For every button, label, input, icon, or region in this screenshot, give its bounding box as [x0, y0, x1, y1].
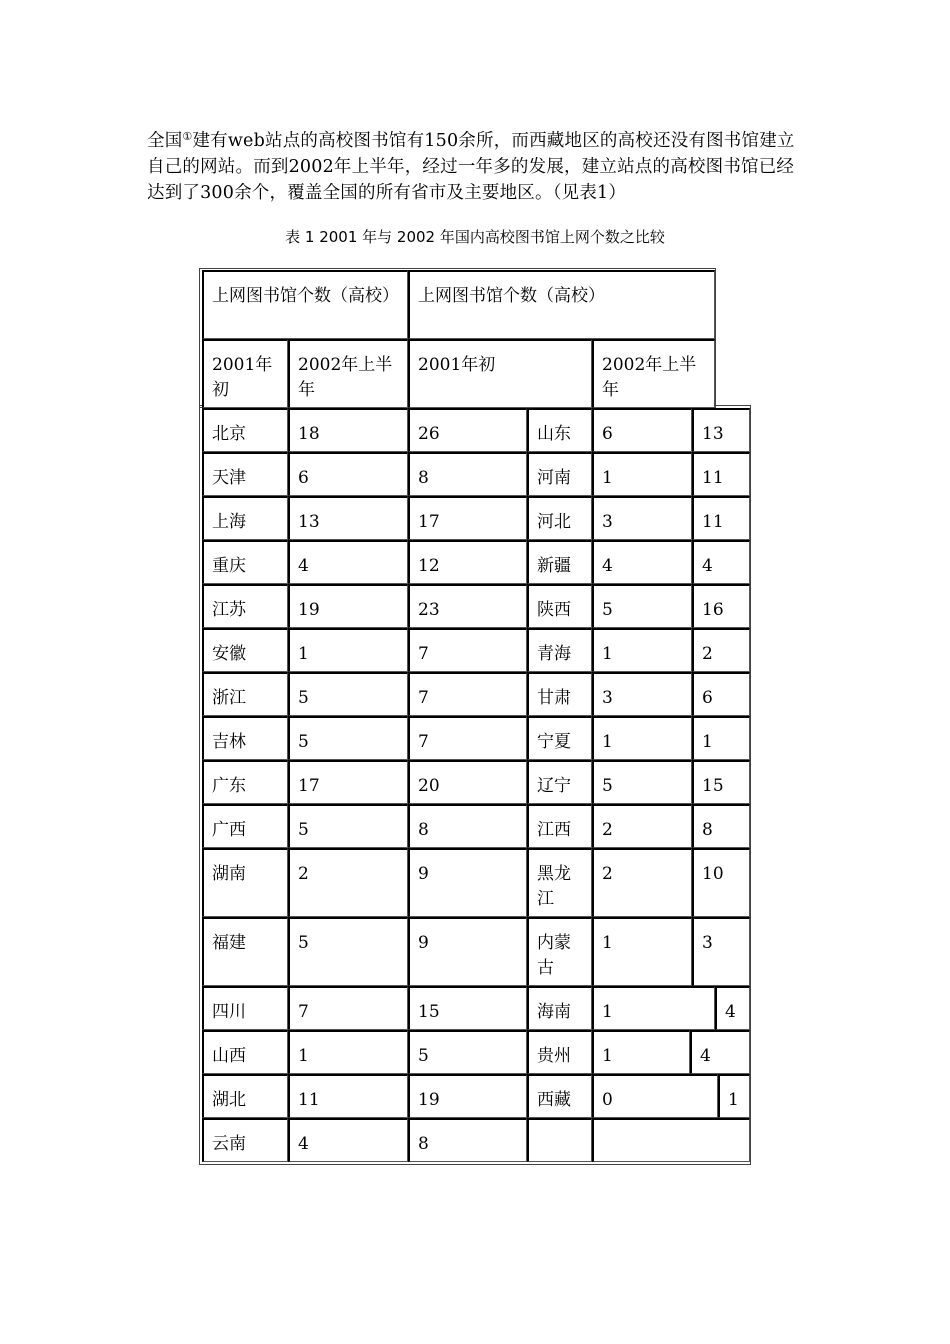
- region-left-cell: 湖北: [202, 1074, 288, 1118]
- count-2002-left-cell: 5: [408, 1030, 527, 1074]
- intro-paragraph: [147, 124, 807, 206]
- region-left-cell: 江苏: [202, 584, 288, 628]
- count-2002-left-cell: 8: [408, 452, 527, 496]
- count-2001-left-cell: 11: [288, 1074, 408, 1118]
- region-right-cell: 河南: [527, 452, 592, 496]
- region-right-cell: 贵州: [527, 1030, 592, 1074]
- region-left-cell: 安徽: [202, 628, 288, 672]
- region-left-cell: 山西: [202, 1030, 288, 1074]
- count-2001-right-cell: 0: [592, 1074, 718, 1118]
- count-2002-right-cell: 3: [692, 917, 750, 986]
- header-2002-right: 2002年上半年: [592, 339, 715, 408]
- count-2002-right-cell: 13: [692, 408, 750, 452]
- count-2001-left-cell: 2: [288, 848, 408, 917]
- count-2002-right-cell: 16: [692, 584, 750, 628]
- region-right-cell: 西藏: [527, 1074, 592, 1118]
- count-2001-right-cell: 1: [592, 986, 715, 1030]
- count-2002-left-cell: 7: [408, 672, 527, 716]
- region-right-cell: 宁夏: [527, 716, 592, 760]
- count-2001-left-cell: 5: [288, 672, 408, 716]
- count-2001-right-cell: 2: [592, 848, 692, 917]
- count-2001-right-cell: 2: [592, 804, 692, 848]
- count-2001-right-cell: 1: [592, 917, 692, 986]
- region-right-cell: 河北: [527, 496, 592, 540]
- region-left-cell: 云南: [202, 1118, 288, 1162]
- count-2002-right-cell: 2: [692, 628, 750, 672]
- region-left-cell: 吉林: [202, 716, 288, 760]
- region-left-cell: 湖南: [202, 848, 288, 917]
- region-right-cell: 陕西: [527, 584, 592, 628]
- count-2002-right-cell: 4: [690, 1030, 750, 1074]
- count-2002-left-cell: 15: [408, 986, 527, 1030]
- count-2001-left-cell: 5: [288, 804, 408, 848]
- count-2001-left-cell: 5: [288, 716, 408, 760]
- region-right-cell: 江西: [527, 804, 592, 848]
- count-2002-left-cell: 8: [408, 1118, 527, 1162]
- count-2001-right-cell: 1: [592, 1030, 690, 1074]
- region-right-cell: 黑龙江: [527, 848, 592, 917]
- header-group-right: 上网图书馆个数（高校）: [408, 270, 715, 339]
- count-2002-right-cell: 1: [692, 716, 750, 760]
- region-left-cell: 上海: [202, 496, 288, 540]
- count-2001-left-cell: 5: [288, 917, 408, 986]
- count-merged-right-cell: [592, 1118, 750, 1162]
- count-2002-left-cell: 17: [408, 496, 527, 540]
- count-2002-right-cell: 11: [692, 452, 750, 496]
- count-2002-right-cell: 10: [692, 848, 750, 917]
- count-2001-left-cell: 17: [288, 760, 408, 804]
- count-2002-right-cell: 1: [718, 1074, 750, 1118]
- count-2001-left-cell: 18: [288, 408, 408, 452]
- count-2001-right-cell: 1: [592, 452, 692, 496]
- footnote-marker[interactable]: ①: [182, 130, 193, 143]
- count-2002-left-cell: 20: [408, 760, 527, 804]
- region-right-cell: 青海: [527, 628, 592, 672]
- region-left-cell: 福建: [202, 917, 288, 986]
- region-left-cell: 浙江: [202, 672, 288, 716]
- count-2001-right-cell: 4: [592, 540, 692, 584]
- count-2002-left-cell: 19: [408, 1074, 527, 1118]
- region-left-cell: 广东: [202, 760, 288, 804]
- count-2002-right-cell: 11: [692, 496, 750, 540]
- region-right-cell: 辽宁: [527, 760, 592, 804]
- count-2002-left-cell: 23: [408, 584, 527, 628]
- count-2001-left-cell: 1: [288, 1030, 408, 1074]
- count-2002-left-cell: 26: [408, 408, 527, 452]
- count-2002-right-cell: 8: [692, 804, 750, 848]
- intro-text-start: 全国: [147, 131, 183, 151]
- count-2001-right-cell: 1: [592, 628, 692, 672]
- region-right-cell: [527, 1118, 592, 1162]
- count-2002-left-cell: 8: [408, 804, 527, 848]
- region-left-cell: 天津: [202, 452, 288, 496]
- count-2001-left-cell: 6: [288, 452, 408, 496]
- header-group-left: 上网图书馆个数（高校）: [202, 270, 408, 339]
- region-right-cell: 海南: [527, 986, 592, 1030]
- count-2001-right-cell: 3: [592, 672, 692, 716]
- count-2001-left-cell: 13: [288, 496, 408, 540]
- count-2002-left-cell: 7: [408, 716, 527, 760]
- count-2002-left-cell: 9: [408, 848, 527, 917]
- count-2002-left-cell: 7: [408, 628, 527, 672]
- count-2001-left-cell: 4: [288, 540, 408, 584]
- region-left-cell: 四川: [202, 986, 288, 1030]
- region-right-cell: 内蒙古: [527, 917, 592, 986]
- count-2001-left-cell: 19: [288, 584, 408, 628]
- count-2002-left-cell: 9: [408, 917, 527, 986]
- region-right-cell: 新疆: [527, 540, 592, 584]
- count-2001-left-cell: 4: [288, 1118, 408, 1162]
- count-2001-right-cell: 1: [592, 716, 692, 760]
- count-2001-left-cell: 7: [288, 986, 408, 1030]
- region-left-cell: 重庆: [202, 540, 288, 584]
- header-2002-left: 2002年上半年: [288, 339, 408, 408]
- region-left-cell: 广西: [202, 804, 288, 848]
- count-2001-right-cell: 5: [592, 584, 692, 628]
- count-2002-right-cell: 4: [692, 540, 750, 584]
- count-2001-right-cell: 3: [592, 496, 692, 540]
- region-left-cell: 北京: [202, 408, 288, 452]
- count-2001-right-cell: 5: [592, 760, 692, 804]
- count-2001-right-cell: 6: [592, 408, 692, 452]
- header-2001-right: 2001年初: [408, 339, 592, 408]
- count-2002-right-cell: 15: [692, 760, 750, 804]
- region-right-cell: 山东: [527, 408, 592, 452]
- count-2002-left-cell: 12: [408, 540, 527, 584]
- region-right-cell: 甘肃: [527, 672, 592, 716]
- count-2001-left-cell: 1: [288, 628, 408, 672]
- header-2001-left: 2001年初: [202, 339, 288, 408]
- count-2002-right-cell: 4: [715, 986, 750, 1030]
- count-2002-right-cell: 6: [692, 672, 750, 716]
- table-caption: 表 1 2001 年与 2002 年国内高校图书馆上网个数之比较: [285, 228, 665, 246]
- intro-text-rest: 建有web站点的高校图书馆有150余所，而西藏地区的高校还没有图书馆建立自己的网站。而到2002年上半年，经过一年多的发展，建立站点的高校图书馆已经达到了300余个，覆盖全国的所有省市及主要地区。（见表1）: [147, 131, 795, 203]
